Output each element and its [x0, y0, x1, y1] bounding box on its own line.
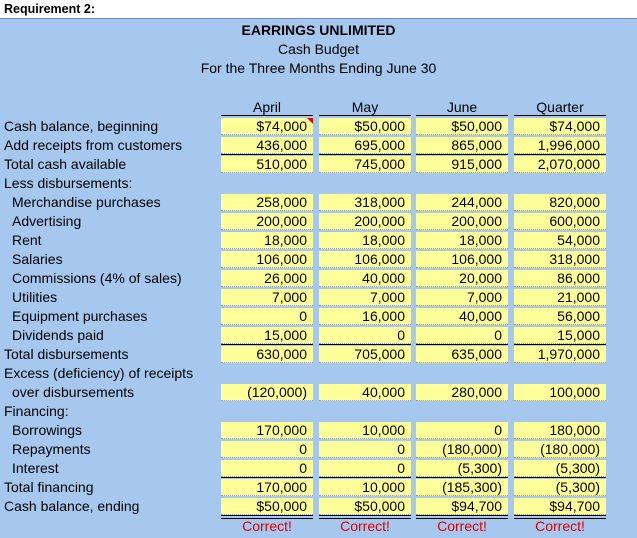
- cell-quarter[interactable]: 318,000: [514, 251, 606, 268]
- feedback-correct: Correct!: [242, 518, 292, 534]
- cell-quarter[interactable]: 1,996,000: [514, 137, 606, 154]
- row-label: Repayments: [12, 441, 91, 457]
- cell-quarter[interactable]: (180,000): [514, 441, 606, 458]
- cell-quarter[interactable]: 1,970,000: [514, 346, 606, 363]
- total-rule: [319, 515, 411, 516]
- cell-june[interactable]: 915,000: [416, 156, 508, 173]
- cell-may[interactable]: 0: [319, 441, 411, 458]
- row-label: Add receipts from customers: [4, 137, 183, 153]
- cell-april[interactable]: $50,000: [221, 498, 313, 515]
- cell-may[interactable]: $50,000: [319, 498, 411, 515]
- total-rule: [514, 344, 606, 345]
- cell-april[interactable]: 106,000: [221, 251, 313, 268]
- total-rule: [514, 515, 606, 516]
- cell-may[interactable]: 318,000: [319, 194, 411, 211]
- cell-may[interactable]: 200,000: [319, 213, 411, 230]
- cell-june[interactable]: 244,000: [416, 194, 508, 211]
- cell-quarter[interactable]: 15,000: [514, 327, 606, 344]
- column-header-april: April: [221, 99, 313, 116]
- cell-june[interactable]: 0: [416, 327, 508, 344]
- cell-april[interactable]: 0: [221, 308, 313, 325]
- row-label: Commissions (4% of sales): [12, 270, 182, 286]
- cell-may[interactable]: 695,000: [319, 137, 411, 154]
- cell-may[interactable]: 705,000: [319, 346, 411, 363]
- cell-june[interactable]: 0: [416, 422, 508, 439]
- row-label: Utilities: [12, 289, 58, 305]
- total-rule: [221, 344, 313, 345]
- company-name: EARRINGS UNLIMITED: [241, 22, 396, 38]
- cell-may[interactable]: 40,000: [319, 384, 411, 401]
- cell-quarter[interactable]: 180,000: [514, 422, 606, 439]
- comment-indicator[interactable]: [307, 118, 313, 124]
- cell-june[interactable]: 7,000: [416, 289, 508, 306]
- cell-quarter[interactable]: 2,070,000: [514, 156, 606, 173]
- cell-quarter[interactable]: 21,000: [514, 289, 606, 306]
- row-label: Merchandise purchases: [12, 194, 161, 210]
- cell-june[interactable]: 865,000: [416, 137, 508, 154]
- column-header-may: May: [319, 99, 411, 116]
- header-bar: [0, 0, 637, 19]
- cell-quarter[interactable]: 54,000: [514, 232, 606, 249]
- cell-april[interactable]: 18,000: [221, 232, 313, 249]
- feedback-correct: Correct!: [437, 518, 487, 534]
- row-label: Total financing: [4, 479, 94, 495]
- row-label: Equipment purchases: [12, 308, 148, 324]
- cell-april[interactable]: 0: [221, 460, 313, 477]
- cell-june[interactable]: 40,000: [416, 308, 508, 325]
- cell-april[interactable]: 0: [221, 441, 313, 458]
- cell-quarter[interactable]: $74,000: [514, 118, 606, 135]
- cell-june[interactable]: (5,300): [416, 460, 508, 477]
- row-label: Dividends paid: [12, 327, 104, 343]
- cell-june[interactable]: 18,000: [416, 232, 508, 249]
- row-label: Rent: [12, 232, 42, 248]
- column-header-quarter: Quarter: [514, 99, 606, 116]
- cell-may[interactable]: 745,000: [319, 156, 411, 173]
- cell-june[interactable]: 106,000: [416, 251, 508, 268]
- total-rule: [416, 515, 508, 516]
- row-label: Cash balance, ending: [4, 498, 140, 514]
- cell-may[interactable]: 106,000: [319, 251, 411, 268]
- cell-april[interactable]: 15,000: [221, 327, 313, 344]
- cell-may[interactable]: 18,000: [319, 232, 411, 249]
- cell-april[interactable]: 26,000: [221, 270, 313, 287]
- total-rule: [416, 154, 508, 155]
- total-rule: [221, 515, 313, 516]
- cell-may[interactable]: 10,000: [319, 422, 411, 439]
- cell-may[interactable]: 16,000: [319, 308, 411, 325]
- row-label: Total disbursements: [4, 346, 129, 362]
- cell-april[interactable]: $74,000: [221, 118, 313, 135]
- row-label: Advertising: [12, 213, 82, 229]
- cell-may[interactable]: 0: [319, 460, 411, 477]
- cell-quarter[interactable]: 56,000: [514, 308, 606, 325]
- cell-june[interactable]: 200,000: [416, 213, 508, 230]
- row-label: Salaries: [12, 251, 63, 267]
- total-rule: [221, 477, 313, 478]
- cell-april[interactable]: 200,000: [221, 213, 313, 230]
- feedback-correct: Correct!: [535, 518, 585, 534]
- row-label: Total cash available: [4, 156, 127, 172]
- cell-april[interactable]: 630,000: [221, 346, 313, 363]
- cell-quarter[interactable]: 100,000: [514, 384, 606, 401]
- total-rule: [319, 154, 411, 155]
- row-label: Financing:: [4, 403, 69, 419]
- row-label: Interest: [12, 460, 59, 476]
- requirement-label: Requirement 2:: [4, 2, 95, 16]
- cell-april[interactable]: (120,000): [221, 384, 313, 401]
- row-label: Cash balance, beginning: [4, 118, 159, 134]
- cell-june[interactable]: $94,700: [416, 498, 508, 515]
- cell-may[interactable]: 0: [319, 327, 411, 344]
- cell-april[interactable]: 510,000: [221, 156, 313, 173]
- cell-may[interactable]: 7,000: [319, 289, 411, 306]
- cell-quarter[interactable]: (5,300): [514, 479, 606, 496]
- cell-quarter[interactable]: 600,000: [514, 213, 606, 230]
- cell-june[interactable]: 20,000: [416, 270, 508, 287]
- cell-may[interactable]: 40,000: [319, 270, 411, 287]
- row-label: over disbursements: [12, 384, 135, 400]
- cell-quarter[interactable]: (5,300): [514, 460, 606, 477]
- cell-april[interactable]: 170,000: [221, 422, 313, 439]
- total-rule: [514, 154, 606, 155]
- cell-quarter[interactable]: $94,700: [514, 498, 606, 515]
- total-rule: [416, 477, 508, 478]
- row-label: Borrowings: [12, 422, 83, 438]
- row-label: Less disbursements:: [4, 175, 133, 191]
- cell-quarter[interactable]: 86,000: [514, 270, 606, 287]
- cell-may[interactable]: $50,000: [319, 118, 411, 135]
- column-header-june: June: [416, 99, 508, 116]
- cell-april[interactable]: 170,000: [221, 479, 313, 496]
- total-rule: [319, 477, 411, 478]
- report-title: Cash Budget: [278, 41, 359, 57]
- cell-june[interactable]: 280,000: [416, 384, 508, 401]
- total-rule: [514, 477, 606, 478]
- total-rule: [221, 154, 313, 155]
- total-rule: [319, 344, 411, 345]
- cell-april[interactable]: 7,000: [221, 289, 313, 306]
- cell-quarter[interactable]: 820,000: [514, 194, 606, 211]
- cell-april[interactable]: 436,000: [221, 137, 313, 154]
- cell-april[interactable]: 258,000: [221, 194, 313, 211]
- total-rule: [416, 344, 508, 345]
- cell-june[interactable]: (185,300): [416, 479, 508, 496]
- cell-june[interactable]: (180,000): [416, 441, 508, 458]
- row-label: Excess (deficiency) of receipts: [4, 365, 194, 381]
- cell-may[interactable]: 10,000: [319, 479, 411, 496]
- report-period: For the Three Months Ending June 30: [200, 60, 437, 76]
- cell-june[interactable]: 635,000: [416, 346, 508, 363]
- feedback-correct: Correct!: [340, 518, 390, 534]
- cell-june[interactable]: $50,000: [416, 118, 508, 135]
